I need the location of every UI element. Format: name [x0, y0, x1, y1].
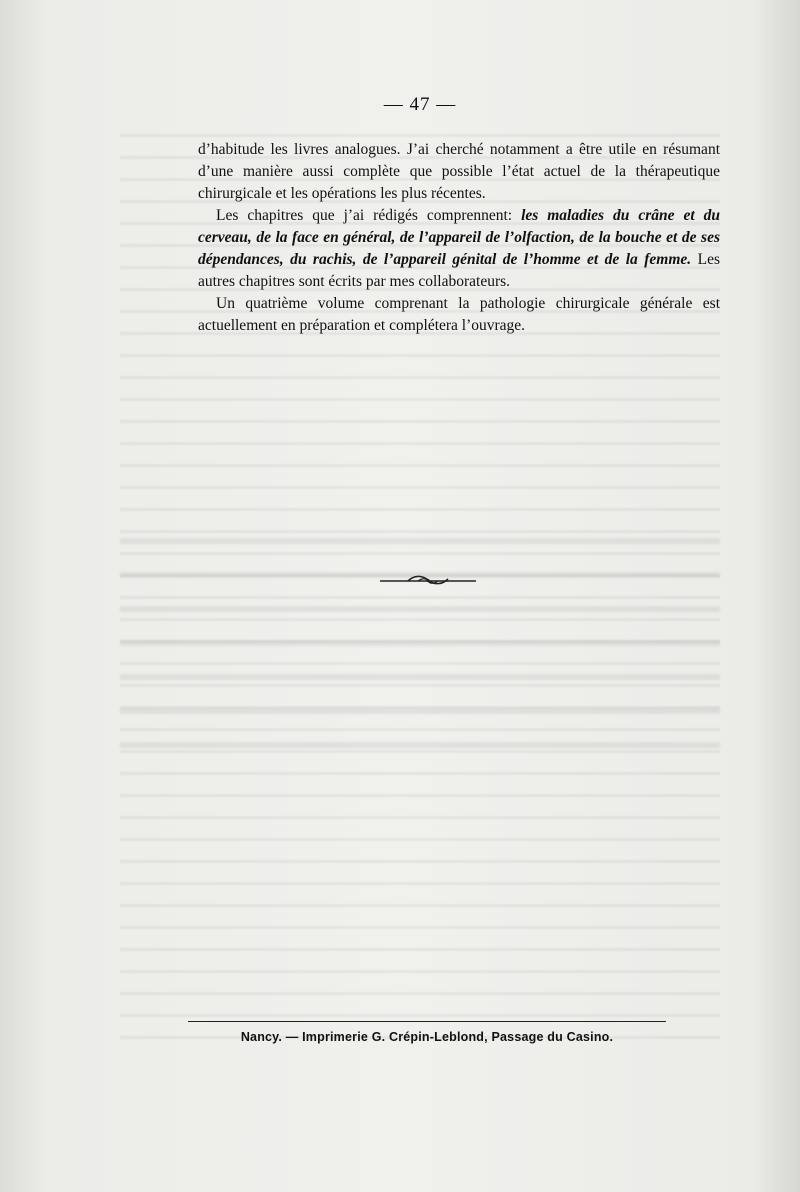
- paragraph-3: Un quatrième volume comprenant la pathologie chirurgicale générale est actuellement en préparation et complétera l’ouvrage.: [198, 295, 720, 334]
- bleed-through-heading: [120, 520, 720, 750]
- footer-rule: [188, 1021, 666, 1022]
- paragraph-2: [198, 205, 720, 293]
- paragraph-1: d’habitude les livres analogues. J’ai cherché notamment a être utile en résumant d’une manière aussi complète que possible l’état actuel de la thérapeutique chirurgicale et les opérations les plus récentes.: [198, 141, 720, 202]
- paragraph-2-tail: Les autres chapitres sont écrits par mes collaborateurs.: [198, 251, 720, 290]
- page-number: — 47 —: [383, 94, 457, 115]
- printer-imprint: Nancy. — Imprimerie G. Crépin-Leblond, Passage du Casino.: [240, 1030, 614, 1044]
- body-text: [198, 139, 720, 337]
- chapter-list: les maladies du crâne et du cerveau, de la face en général, de l’appareil de l’olfaction, de la bouche et de ses dépendances, du rachis, de l’appareil génital de l’homme et de la femme.: [198, 207, 720, 268]
- ornamental-rule-icon: [378, 572, 478, 588]
- paragraph-2-lead: Les chapitres que j’ai rédigés comprennent:: [216, 207, 522, 224]
